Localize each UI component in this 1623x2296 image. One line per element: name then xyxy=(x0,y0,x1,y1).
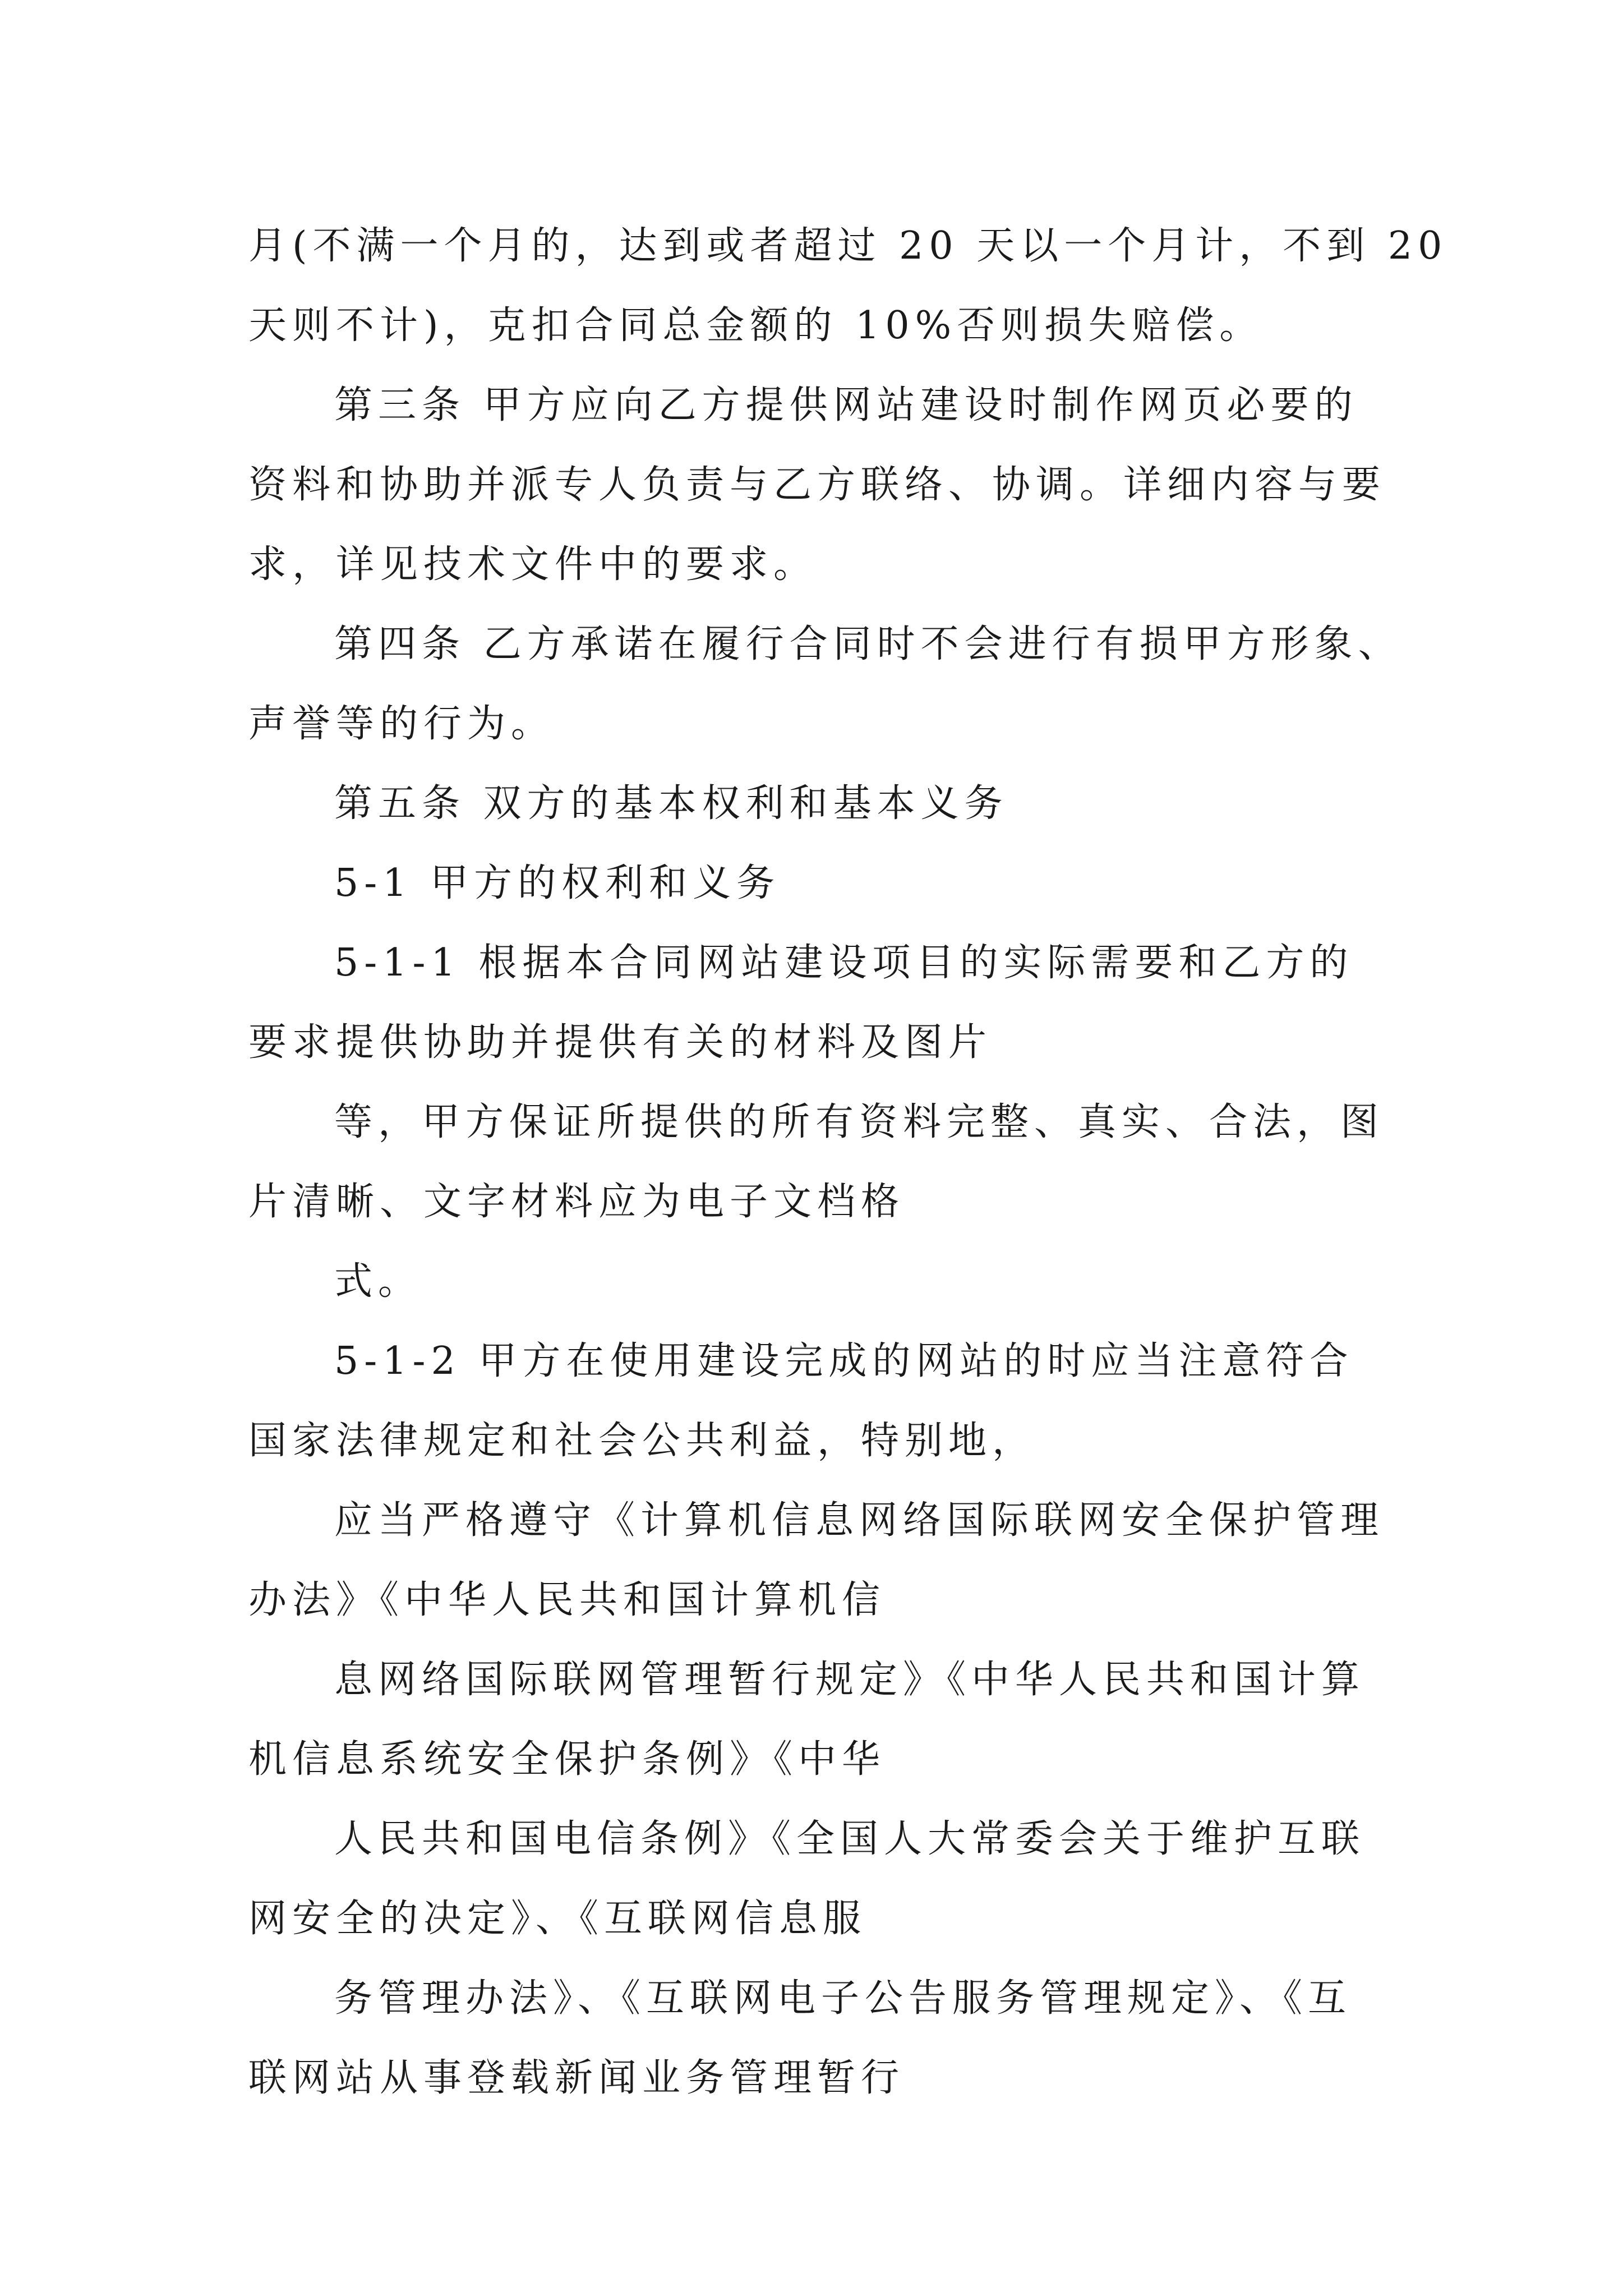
text-line: 办法》《中华人民共和国计算机信 xyxy=(248,1578,886,1622)
text-line: 月(不满一个月的，达到或者超过 20 天以一个月计，不到 20 xyxy=(248,224,1448,268)
text-line: 式。 xyxy=(334,1259,422,1304)
clause-5-1-1-line: 5-1-1 根据本合同网站建设项目的实际需要和乙方的 xyxy=(334,941,1354,985)
text-line: 网安全的决定》、《互联网信息服 xyxy=(248,1897,867,1941)
text-line: 人民共和国电信条例》《全国人大常委会关于维护互联 xyxy=(334,1817,1366,1861)
text-line: 息网络国际联网管理暂行规定》《中华人民共和国计算 xyxy=(334,1658,1366,1702)
text-line: 求，详见技术文件中的要求。 xyxy=(248,542,818,587)
text-line: 国家法律规定和社会公共利益，特别地， xyxy=(248,1419,1036,1463)
text-line: 声誉等的行为。 xyxy=(248,702,555,746)
clause-5-1-2-line: 5-1-2 甲方在使用建设完成的网站的时应当注意符合 xyxy=(334,1339,1354,1383)
text-line: 应当严格遵守《计算机信息网络国际联网安全保护管理 xyxy=(334,1498,1385,1543)
text-line: 片清晰、文字材料应为电子文档格 xyxy=(248,1180,905,1224)
article-5-heading-line: 第五条 双方的基本权利和基本义务 xyxy=(334,781,1008,826)
article-3-heading-line: 第三条 甲方应向乙方提供网站建设时制作网页必要的 xyxy=(334,383,1358,427)
contract-body-text xyxy=(248,206,1448,2118)
text-line: 机信息系统安全保护条例》《中华 xyxy=(248,1737,886,1782)
text-line: 资料和协助并派专人负责与乙方联络、协调。详细内容与要 xyxy=(248,463,1386,507)
text-line: 联网站从事登载新闻业务管理暂行 xyxy=(248,2056,905,2100)
text-line: 等，甲方保证所提供的所有资料完整、真实、合法，图 xyxy=(334,1100,1385,1144)
text-line: 要求提供协助并提供有关的材料及图片 xyxy=(248,1020,993,1065)
article-4-heading-line: 第四条 乙方承诺在履行合同时不会进行有损甲方形象、 xyxy=(334,622,1402,666)
text-line: 务管理办法》、《互联网电子公告服务管理规定》、《互 xyxy=(334,1976,1352,2021)
section-5-1-heading-line: 5-1 甲方的权利和义务 xyxy=(334,861,781,905)
text-line: 天则不计)，克扣合同总金额的 10%否则损失赔偿。 xyxy=(248,303,1264,348)
